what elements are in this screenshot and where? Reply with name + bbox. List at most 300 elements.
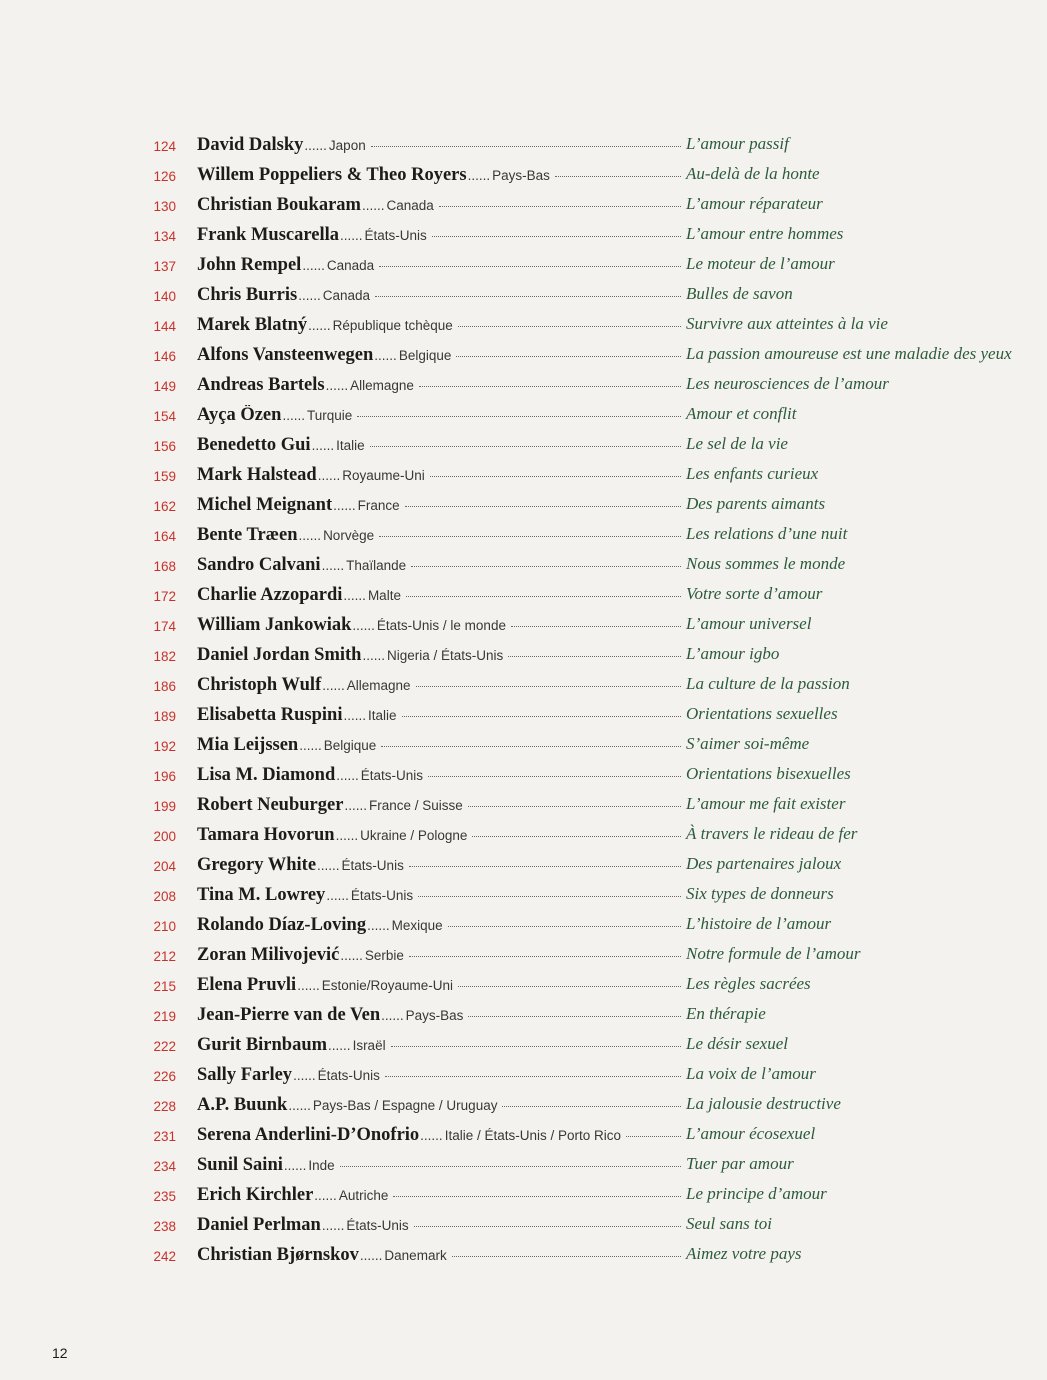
toc-entry[interactable] [0, 371, 1047, 401]
entry-author-line [197, 585, 681, 606]
dot-separator: ...... [317, 858, 340, 873]
entry-page-number: 154 [153, 409, 176, 424]
chapter-title: À travers le rideau de fer [686, 824, 858, 843]
dot-separator: ...... [467, 168, 491, 183]
dot-leader [416, 685, 681, 687]
entry-author-line [197, 405, 681, 426]
dot-leader [456, 355, 681, 357]
chapter-title: L’amour écosexuel [686, 1124, 816, 1143]
entry-author-line [197, 705, 681, 726]
toc-entry[interactable] [0, 581, 1047, 611]
entry-author-line [197, 1155, 681, 1176]
dot-separator: ...... [367, 918, 390, 933]
entry-page-number: 172 [153, 589, 176, 604]
dot-leader [340, 1165, 681, 1167]
toc-entry[interactable] [0, 1091, 1047, 1121]
author-name: Christian Boukaram [197, 195, 361, 215]
dot-separator: ...... [352, 618, 375, 633]
entry-page-number: 156 [153, 439, 176, 454]
dot-separator: ...... [328, 1038, 351, 1053]
dot-leader [379, 535, 681, 537]
author-name: Robert Neuburger [197, 795, 344, 815]
chapter-title: L’amour igbo [686, 644, 780, 663]
toc-entry[interactable] [0, 701, 1047, 731]
toc-entry[interactable] [0, 431, 1047, 461]
author-country: Italie [368, 708, 397, 723]
author-country: Italie [336, 438, 365, 453]
toc-entry[interactable] [0, 1181, 1047, 1211]
entry-page-number: 192 [153, 739, 176, 754]
author-country: Belgique [323, 738, 377, 753]
author-name: Willem Poppeliers & Theo Royers [197, 165, 467, 185]
chapter-title: L’amour réparateur [686, 194, 823, 213]
toc-entry[interactable] [0, 881, 1047, 911]
entry-page-number: 219 [153, 1009, 176, 1024]
chapter-title: Les relations d’une nuit [686, 524, 848, 543]
entry-author-line [197, 165, 681, 186]
dot-leader [411, 565, 681, 567]
dot-separator: ...... [362, 648, 385, 663]
author-name: Charlie Azzopardi [197, 585, 343, 605]
dot-leader [502, 1105, 681, 1107]
author-name: Lisa M. Diamond [197, 765, 336, 785]
author-country: Israël [352, 1038, 386, 1053]
entry-author-line [197, 855, 681, 876]
toc-entry[interactable] [0, 851, 1047, 881]
entry-author-line [197, 915, 681, 936]
author-name: Elisabetta Ruspini [197, 705, 343, 725]
entry-author-line [197, 375, 681, 396]
entry-author-line [197, 945, 681, 966]
author-country: France / Suisse [368, 798, 463, 813]
author-name: Gregory White [197, 855, 317, 875]
entry-page-number: 231 [153, 1129, 176, 1144]
author-country: France [357, 498, 400, 513]
toc-entry[interactable] [0, 251, 1047, 281]
chapter-title: L’histoire de l’amour [686, 914, 832, 933]
dot-separator: ...... [282, 408, 305, 423]
author-name: Daniel Perlman [197, 1215, 321, 1235]
entry-page-number: 204 [153, 859, 176, 874]
chapter-title: Votre sorte d’amour [686, 584, 823, 603]
author-name: A.P. Buunk [197, 1095, 288, 1115]
dot-leader [379, 265, 681, 267]
entry-page-number: 222 [153, 1039, 176, 1054]
dot-separator: ...... [288, 1098, 311, 1113]
author-country: États-Unis [317, 1068, 380, 1083]
author-country: Mexique [391, 918, 443, 933]
dot-leader [432, 235, 681, 237]
dot-separator: ...... [343, 708, 366, 723]
author-name: Tina M. Lowrey [197, 885, 326, 905]
entry-author-line [197, 135, 681, 156]
dot-leader [468, 805, 681, 807]
dot-separator: ...... [317, 468, 341, 483]
entry-author-line [197, 225, 681, 246]
entry-author-line [197, 435, 681, 456]
dot-leader [472, 835, 681, 837]
chapter-title: L’amour passif [686, 134, 789, 153]
author-name: Benedetto Gui [197, 435, 311, 455]
author-name: Rolando Díaz-Loving [197, 915, 367, 935]
author-name: Zoran Milivojević [197, 945, 340, 965]
entry-page-number: 146 [153, 349, 176, 364]
dot-leader [511, 625, 681, 627]
author-country: Norvège [323, 528, 375, 543]
toc-entry[interactable] [0, 611, 1047, 641]
chapter-title: La jalousie destructive [686, 1094, 841, 1113]
dot-separator: ...... [314, 1188, 337, 1203]
dot-leader [393, 1195, 681, 1197]
author-country: Italie / États-Unis / Porto Rico [444, 1128, 621, 1143]
author-country: Thaïlande [346, 558, 407, 573]
dot-separator: ...... [381, 1008, 404, 1023]
author-country: États-Unis / le monde [376, 618, 506, 633]
entry-author-line [197, 735, 681, 756]
author-name: Elena Pruvli [197, 975, 297, 995]
entry-author-line [197, 645, 681, 666]
chapter-title: Le désir sexuel [686, 1034, 788, 1053]
entry-page-number: 174 [153, 619, 176, 634]
author-country: Turquie [306, 408, 353, 423]
author-name: John Rempel [197, 255, 302, 275]
toc-entry[interactable] [0, 1211, 1047, 1241]
dot-separator: ...... [335, 828, 359, 843]
entry-author-line [197, 1245, 681, 1266]
chapter-title: L’amour universel [686, 614, 812, 633]
dot-separator: ...... [321, 558, 345, 573]
author-country: Allemagne [350, 378, 414, 393]
dot-leader [458, 325, 681, 327]
entry-author-line [197, 465, 681, 486]
chapter-title: Au-delà de la honte [686, 164, 820, 183]
dot-leader [430, 475, 681, 477]
dot-separator: ...... [321, 1218, 345, 1233]
author-country: République tchèque [332, 318, 453, 333]
entry-page-number: 200 [153, 829, 176, 844]
entry-author-line [197, 555, 681, 576]
toc-entry[interactable] [0, 161, 1047, 191]
author-name: Gurit Birnbaum [197, 1035, 328, 1055]
dot-leader [409, 865, 681, 867]
toc-entry[interactable] [0, 281, 1047, 311]
entry-page-number: 124 [153, 139, 176, 154]
dot-separator: ...... [340, 948, 363, 963]
dot-leader [414, 1225, 681, 1227]
dot-separator: ...... [304, 138, 327, 153]
dot-leader [626, 1135, 681, 1137]
chapter-title: L’amour entre hommes [686, 224, 844, 243]
dot-separator: ...... [420, 1128, 443, 1143]
author-country: Allemagne [346, 678, 411, 693]
toc-entry[interactable] [0, 341, 1047, 371]
dot-separator: ...... [333, 498, 356, 513]
entry-page-number: 182 [153, 649, 176, 664]
entry-author-line [197, 1035, 681, 1056]
author-name: Andreas Bartels [197, 375, 325, 395]
entry-page-number: 208 [153, 889, 176, 904]
author-name: Sunil Saini [197, 1155, 283, 1175]
dot-leader [428, 775, 681, 777]
entry-author-line [197, 765, 681, 786]
entry-page-number: 159 [153, 469, 176, 484]
toc-entry[interactable] [0, 1241, 1047, 1271]
dot-separator: ...... [359, 1248, 383, 1263]
author-name: Frank Muscarella [197, 225, 339, 245]
toc-entry[interactable] [0, 131, 1047, 161]
chapter-title: Seul sans toi [686, 1214, 772, 1233]
author-country: Nigeria / États-Unis [386, 648, 504, 663]
chapter-title: La culture de la passion [686, 674, 850, 693]
toc-entry[interactable] [0, 1061, 1047, 1091]
dot-leader [458, 985, 681, 987]
dot-separator: ...... [361, 198, 385, 213]
dot-leader [385, 1075, 681, 1077]
chapter-title: Orientations bisexuelles [686, 764, 851, 783]
entry-page-number: 199 [153, 799, 176, 814]
entry-author-line [197, 1065, 681, 1086]
toc-entry[interactable] [0, 761, 1047, 791]
author-country: Royaume-Uni [342, 468, 425, 483]
author-country: Belgique [398, 348, 452, 363]
entry-page-number: 140 [153, 289, 176, 304]
toc-entry[interactable] [0, 671, 1047, 701]
entry-page-number: 168 [153, 559, 176, 574]
chapter-title: Nous sommes le monde [686, 554, 846, 573]
entry-page-number: 238 [153, 1219, 176, 1234]
dot-leader [391, 1045, 681, 1047]
entry-page-number: 235 [153, 1189, 176, 1204]
chapter-title: Le moteur de l’amour [686, 254, 835, 273]
chapter-title: Des partenaires jaloux [686, 854, 842, 873]
chapter-title: Six types de donneurs [686, 884, 834, 903]
author-name: Michel Meignant [197, 495, 333, 515]
entry-author-line [197, 1095, 681, 1116]
chapter-title: Tuer par amour [686, 1154, 794, 1173]
author-name: Christian Bjørnskov [197, 1245, 359, 1265]
author-country: États-Unis [341, 858, 404, 873]
chapter-title: Survivre aux atteintes à la vie [686, 314, 888, 333]
author-country: Pays-Bas [492, 168, 550, 183]
dot-leader [448, 925, 681, 927]
author-country: Malte [367, 588, 401, 603]
dot-leader [371, 145, 681, 147]
author-name: Daniel Jordan Smith [197, 645, 362, 665]
entry-page-number: 164 [153, 529, 176, 544]
toc-entry[interactable] [0, 941, 1047, 971]
author-name: Sally Farley [197, 1065, 293, 1085]
entry-author-line [197, 1215, 681, 1236]
entry-page-number: 134 [153, 229, 176, 244]
chapter-title: Le sel de la vie [686, 434, 788, 453]
entry-author-line [197, 975, 681, 996]
entry-page-number: 228 [153, 1099, 176, 1114]
entry-page-number: 212 [153, 949, 176, 964]
author-country: Canada [386, 198, 434, 213]
chapter-title: En thérapie [686, 1004, 766, 1023]
entry-page-number: 126 [153, 169, 176, 184]
author-country: Serbie [364, 948, 404, 963]
entry-author-line [197, 255, 681, 276]
dot-separator: ...... [308, 318, 331, 333]
entry-page-number: 242 [153, 1249, 176, 1264]
entry-page-number: 186 [153, 679, 176, 694]
author-country: États-Unis [360, 768, 424, 783]
dot-separator: ...... [343, 588, 366, 603]
dot-leader [555, 175, 681, 177]
toc-entry[interactable] [0, 731, 1047, 761]
dot-leader [375, 295, 681, 297]
dot-leader [409, 955, 681, 957]
dot-separator: ...... [340, 228, 363, 243]
dot-separator: ...... [311, 438, 335, 453]
author-country: États-Unis [346, 1218, 409, 1233]
table-of-contents [0, 131, 1047, 1271]
toc-entry[interactable] [0, 1001, 1047, 1031]
entry-author-line [197, 195, 681, 216]
chapter-title: La passion amoureuse est une maladie des yeux [686, 344, 1012, 363]
entry-page-number: 215 [153, 979, 176, 994]
chapter-title: Le principe d’amour [686, 1184, 827, 1203]
dot-leader [357, 415, 681, 417]
dot-separator: ...... [336, 768, 359, 783]
author-name: Marek Blatný [197, 315, 308, 335]
toc-entry[interactable] [0, 641, 1047, 671]
entry-author-line [197, 315, 681, 336]
toc-entry[interactable] [0, 971, 1047, 1001]
toc-entry[interactable] [0, 551, 1047, 581]
dot-separator: ...... [326, 888, 349, 903]
dot-leader [468, 1015, 681, 1017]
entry-author-line [197, 675, 681, 696]
entry-author-line [197, 345, 681, 366]
dot-separator: ...... [325, 378, 349, 393]
dot-separator: ...... [298, 288, 321, 303]
dot-separator: ...... [293, 1068, 316, 1083]
entry-page-number: 226 [153, 1069, 176, 1084]
page-number: 12 [52, 1345, 68, 1361]
dot-separator: ...... [297, 978, 320, 993]
entry-author-line [197, 795, 681, 816]
author-name: Mia Leijssen [197, 735, 299, 755]
toc-entry[interactable] [0, 1031, 1047, 1061]
author-country: États-Unis [364, 228, 427, 243]
chapter-title: Des parents aimants [686, 494, 826, 513]
dot-leader [381, 745, 681, 747]
entry-author-line [197, 495, 681, 516]
entry-author-line [197, 285, 681, 306]
entry-page-number: 196 [153, 769, 176, 784]
author-country: Japon [328, 138, 366, 153]
toc-entry[interactable] [0, 461, 1047, 491]
author-country: Danemark [384, 1248, 447, 1263]
chapter-title: Les règles sacrées [686, 974, 811, 993]
entry-author-line [197, 615, 681, 636]
chapter-title: Les enfants curieux [686, 464, 819, 483]
author-name: Serena Anderlini-D’Onofrio [197, 1125, 420, 1145]
entry-page-number: 137 [153, 259, 176, 274]
dot-leader [439, 205, 681, 207]
dot-leader [508, 655, 681, 657]
author-name: Jean-Pierre van de Ven [197, 1005, 381, 1025]
chapter-title: S’aimer soi-même [686, 734, 810, 753]
toc-entry[interactable] [0, 401, 1047, 431]
entry-page-number: 189 [153, 709, 176, 724]
entry-page-number: 144 [153, 319, 176, 334]
entry-author-line [197, 825, 681, 846]
author-country: Ukraine / Pologne [360, 828, 468, 843]
author-name: Alfons Vansteenwegen [197, 345, 374, 365]
dot-leader [406, 595, 681, 597]
entry-page-number: 149 [153, 379, 176, 394]
dot-separator: ...... [344, 798, 367, 813]
dot-separator: ...... [298, 528, 322, 543]
chapter-title: Les neurosciences de l’amour [686, 374, 889, 393]
dot-leader [419, 385, 681, 387]
entry-author-line [197, 1125, 681, 1146]
author-country: Autriche [338, 1188, 389, 1203]
toc-entry[interactable] [0, 191, 1047, 221]
dot-separator: ...... [283, 1158, 307, 1173]
entry-author-line [197, 1005, 681, 1026]
author-country: Inde [308, 1158, 335, 1173]
dot-separator: ...... [302, 258, 325, 273]
chapter-title: Orientations sexuelles [686, 704, 838, 723]
chapter-title: Aimez votre pays [686, 1244, 802, 1263]
dot-separator: ...... [299, 738, 322, 753]
author-name: William Jankowiak [197, 615, 352, 635]
toc-entry[interactable] [0, 521, 1047, 551]
toc-entry[interactable] [0, 821, 1047, 851]
entry-author-line [197, 885, 681, 906]
author-country: Canada [322, 288, 371, 303]
chapter-title: Bulles de savon [686, 284, 793, 303]
chapter-title: Notre formule de l’amour [686, 944, 861, 963]
entry-page-number: 130 [153, 199, 176, 214]
toc-entry[interactable] [0, 221, 1047, 251]
author-name: Chris Burris [197, 285, 298, 305]
entry-page-number: 162 [153, 499, 176, 514]
toc-entry[interactable] [0, 1151, 1047, 1181]
chapter-title: Amour et conflit [686, 404, 797, 423]
author-name: Christoph Wulf [197, 675, 322, 695]
dot-separator: ...... [322, 678, 345, 693]
chapter-title: La voix de l’amour [686, 1064, 816, 1083]
dot-leader [418, 895, 681, 897]
author-name: Mark Halstead [197, 465, 317, 485]
chapter-title: L’amour me fait exister [686, 794, 846, 813]
entry-page-number: 210 [153, 919, 176, 934]
toc-entry[interactable] [0, 911, 1047, 941]
author-country: Pays-Bas [405, 1008, 464, 1023]
dot-leader [370, 445, 681, 447]
dot-leader [452, 1255, 681, 1257]
author-name: Ayça Özen [197, 405, 282, 425]
entry-page-number: 234 [153, 1159, 176, 1174]
toc-entry[interactable] [0, 1121, 1047, 1151]
toc-entry[interactable] [0, 491, 1047, 521]
author-name: Tamara Hovorun [197, 825, 335, 845]
toc-entry[interactable] [0, 311, 1047, 341]
author-name: Erich Kirchler [197, 1185, 314, 1205]
author-country: Pays-Bas / Espagne / Uruguay [312, 1098, 498, 1113]
author-country: États-Unis [350, 888, 414, 903]
author-name: David Dalsky [197, 135, 304, 155]
dot-leader [405, 505, 681, 507]
entry-author-line [197, 1185, 681, 1206]
toc-entry[interactable] [0, 791, 1047, 821]
entry-author-line [197, 525, 681, 546]
